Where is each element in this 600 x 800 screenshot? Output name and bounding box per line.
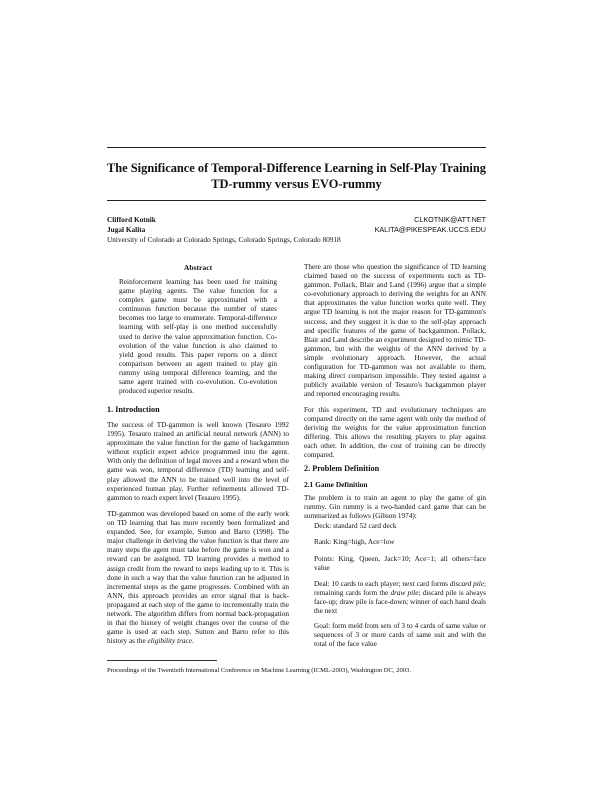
proceedings-footer: Proceedings of the Twentieth International Conference on Machine Learning (ICML-2003), Washington DC, 2003.: [107, 667, 412, 674]
intro-paragraph-1: The success of TD-gammon is well known (Tesauro 1992 1995). Tesauro trained an artificial neural network (ANN) to approximate the value function for the game of backgammon without explicit expert advice programmed into the agent. With only the definition of legal moves and a reward when the game was won, temporal difference (TD) learning and self-play allowed the ANN to be trained well into the level of experienced human play. Further refinements allowed TD-gammon to reach expert level (Tesauro 1995).: [107, 421, 289, 502]
section-heading-introduction: 1. Introduction: [107, 405, 160, 414]
eligibility-trace-term: eligibility trace: [147, 637, 192, 646]
rule-goal: Goal: form meld from sets of 3 to 4 cards of same value or sequences of 3 or more cards of same suit and with the total of the face value: [314, 622, 486, 649]
discard-pile-term: discard pile: [449, 580, 484, 588]
intro-paragraph-2-end: .: [191, 637, 194, 646]
paper-subtitle: TD-rummy versus EVO-rummy: [211, 177, 382, 191]
author-1-email: CLKOTNIK@ATT.NET: [414, 215, 486, 224]
section-heading-problem-definition: 2. Problem Definition: [304, 464, 380, 473]
game-definition-intro: The problem is to train an agent to play the game of gin rummy. Gin rummy is a two-handed card game that can be summarized as follows (Gibson 1974):: [304, 494, 486, 521]
intro-paragraph-2: [107, 510, 289, 646]
title-top-rule: [107, 147, 486, 148]
abstract-text: Reinforcement learning has been used for training game playing agents. The value function for a complex game must be approximated with a continuous function because the number of states becomes too large to enumerate. Temporal-difference learning with self-play is one method successfully used to derive the value approximation function. Co-evolution of the value function is also claimed to yield good results. This paper reports on a direct comparison between an agent trained to play gin rummy using temporal difference learning, and the same agent trained with co-evolution. Co-evolution produced superior results.: [119, 278, 277, 396]
author-1-name: Clifford Kotnik: [107, 215, 156, 224]
rule-rank: Rank: King=high, Ace=low: [314, 538, 395, 546]
rule-points: Points: King, Queen, Jack=10; Ace=1; all others=face value: [314, 555, 486, 573]
author-2-name: Jugal Kalita: [107, 225, 146, 234]
author-2-email: KALITA@PIKESPEAK.UCCS.EDU: [374, 225, 486, 234]
footer-rule: [107, 660, 217, 661]
rule-deal-text-a: Deal: 10 cards to each player; next card forms: [314, 580, 450, 588]
rule-deck: Deck: standard 52 card deck: [314, 522, 397, 530]
draw-pile-term: draw pile: [390, 589, 419, 598]
intro-paragraph-4: For this experiment, TD and evolutionary techniques are compared directly on the same agent with only the method of deriving the weights for the value approximation function differing. This allows the resulting players to play against each other. In addition, the cost of training can be directly compared.: [304, 406, 486, 460]
rule-deal-text-b: ; remaining cards form the: [314, 580, 486, 598]
abstract-heading: Abstract: [183, 263, 213, 272]
intro-paragraph-3: There are those who question the significance of TD learning claimed based on the success of experiments such as TD-gammon. Pollack, Blair and Land (1996) argue that a simple co-evolutionary approach to deriving the weights for an ANN that approximates the value function works quite well. They argue TD learning is not the major reason for TD-gammon's success, and they suggest it is due to the self-play approach and specific features of the game of backgammon. Pollack, Blair and Land describe an experiment designed to mimic TD-gammon, but with the weights of the ANN derived by a simple evolutionary approach. However, the actual configuration for TD-gammon was not available to them, making direct comparison impossible. They tested against a publicly available version of Tesauro's backgammon player and reported encouraging results.: [304, 263, 486, 399]
author-affiliation: University of Colorado at Colorado Springs, Colorado Springs, Colorado 80918: [107, 235, 341, 244]
rule-deal-text-c: ; discard pile is always face-up; draw pile is face-down; winner of each hand deals the next: [314, 589, 487, 616]
title-bottom-rule: [107, 200, 486, 201]
rule-deal: [314, 580, 486, 616]
paper-title: The Significance of Temporal-Difference Learning in Self-Play Training: [107, 161, 486, 175]
intro-paragraph-2-text: TD-gammon was developed based on some of the early work on TD learning that has more recently been formalized and expanded. See, for example, Sutton and Barto (1998). The major challenge in deriving the value function is that there are many steps the agent must take before the game is won and a reward can be assigned. TD learning provides a method to assign credit from the reward to steps leading up to it. This is done in such a way that the value function can be adjusted in incremental steps as the game progresses. Combined with an ANN, this approach provides an error signal that is back-propagated at each step of the game to incrementally train the network. The algorithm differs from normal back-propagation in that the history of weight changes over the course of the game is used at each step. Sutton and Barto refer to this history as the: [107, 510, 289, 646]
subsection-heading-game-definition: 2.1 Game Definition: [304, 480, 368, 489]
